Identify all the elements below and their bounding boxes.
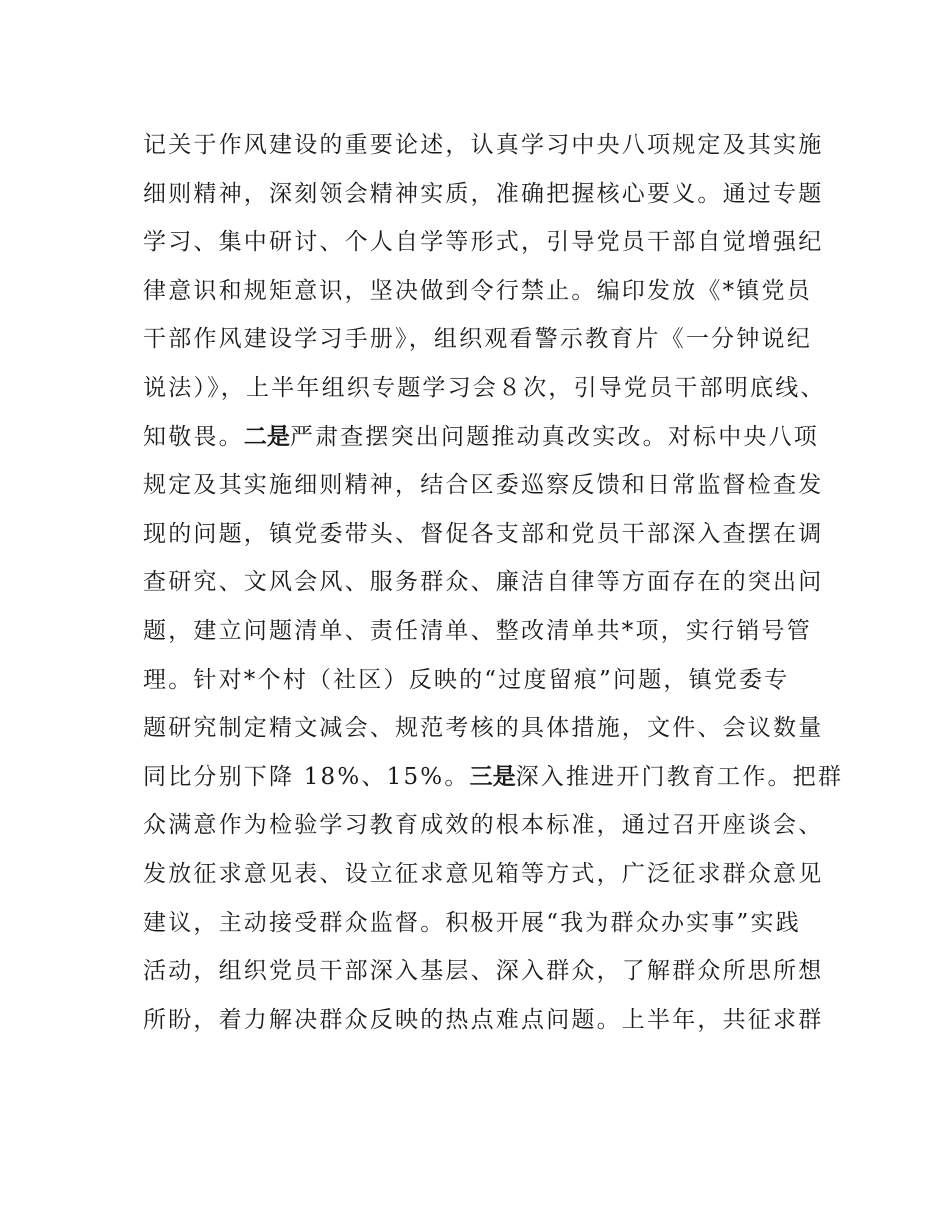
text-line — [143, 413, 833, 462]
text-line: 查研究、文风会风、服务群众、廉洁自律等方面存在的突出问 — [143, 569, 824, 596]
text-line: 理。针对*个村（社区）反映的“过度留痕”问题，镇党委专 — [143, 666, 790, 693]
text-line: 学习、集中研讨、个人自学等形式，引导党员干部自觉增强纪 — [143, 229, 824, 256]
text-segment: 对标中央八项 — [667, 423, 820, 450]
body-paragraph — [143, 121, 844, 1044]
text-segment: 知敬畏。 — [143, 423, 244, 450]
text-line: 细则精神，深刻领会精神实质，准确把握核心要义。通过专题 — [143, 180, 824, 207]
text-line: 律意识和规矩意识，坚决做到令行禁止。编印发放《*镇党员 — [143, 277, 812, 304]
text-segment: 严肃查摆突出问题推动真改实改。 — [289, 423, 668, 450]
bold-marker: 三是 — [469, 763, 516, 790]
bold-marker: 二是 — [243, 423, 290, 450]
text-line: 建议，主动接受群众监督。积极开展“我为群众办实事”实践 — [143, 909, 801, 936]
text-line: 发放征求意见表、设立征求意见箱等方式，广泛征求群众意见 — [143, 860, 824, 887]
text-segment: 同比分别下降 18%、15%。 — [143, 763, 470, 790]
text-line: 众满意作为检验学习教育成效的根本标准，通过召开座谈会、 — [143, 812, 824, 839]
text-line: 规定及其实施细则精神，结合区委巡察反馈和日常监督检查发 — [143, 472, 824, 499]
text-line: 说法）》，上半年组织专题学习会８次，引导党员干部明底线、 — [143, 374, 826, 401]
text-line: 活动，组织党员干部深入基层、深入群众，了解群众所思所想 — [143, 958, 824, 985]
text-line: 所盼，着力解决群众反映的热点难点问题。上半年，共征求群 — [143, 1006, 824, 1033]
text-line: 题，建立问题清单、责任清单、整改清单共*项，实行销号管 — [143, 617, 812, 644]
text-line: 记关于作风建设的重要论述，认真学习中央八项规定及其实施 — [143, 132, 824, 158]
text-line: 干部作风建设学习手册》，组织观看警示教育片《一分钟说纪 — [143, 326, 812, 353]
text-segment: 深入推进开门教育工作。把群 — [515, 763, 844, 790]
text-line: 现的问题，镇党委带头、督促各支部和党员干部深入查摆在调 — [143, 520, 824, 547]
text-line — [143, 753, 844, 802]
text-line: 题研究制定精文减会、规范考核的具体措施，文件、会议数量 — [143, 715, 824, 742]
